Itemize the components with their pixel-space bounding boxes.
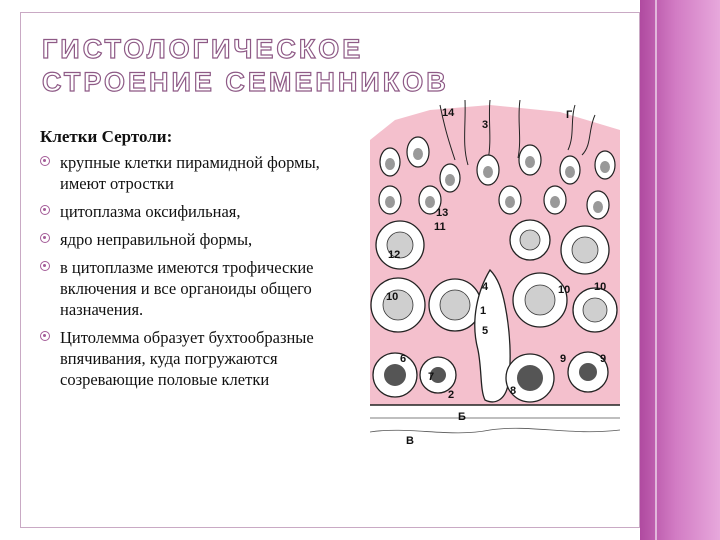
testis-histology-figure [370,100,620,452]
bullet-text: крупные клетки пирамидной формы, имеют отростки [60,153,320,193]
figure-label: 10 [558,284,571,296]
bullet-icon [40,233,50,243]
bullet-text: Цитолемма образует бухтообразные впячивания, куда погружаются созревающие половые клетки [60,328,314,389]
slide-title: ГИСТОЛОГИЧЕСКОЕ СТРОЕНИЕ СЕМЕННИКОВ [42,34,449,97]
bullet-item [40,257,352,320]
bullet-item [40,152,352,194]
figure-label: Г [566,109,573,121]
bullet-text: ядро неправильной формы, [60,230,253,249]
figure-label: 6 [400,353,407,365]
figure-label: 13 [436,207,449,219]
figure-label: 10 [386,291,399,303]
figure-label: 1 [480,305,487,317]
figure-label: 7 [428,371,435,383]
bullet-icon [40,261,50,271]
figure-label: 14 [442,107,455,119]
figure-label: В [406,435,414,447]
bullet-list [40,152,352,397]
figure-label: 11 [434,221,446,233]
figure-label: 5 [482,325,489,337]
bullet-item [40,229,352,250]
decorative-side-band [640,0,720,540]
figure-label: 2 [448,389,455,401]
bullet-item [40,201,352,222]
bullet-icon [40,331,50,341]
figure-label: 9 [560,353,567,365]
bullet-icon [40,205,50,215]
figure-label: 3 [482,119,489,131]
bullet-item [40,327,352,390]
figure-label: 10 [594,281,607,293]
slide-subtitle: Клетки Сертоли: [40,127,173,146]
bullet-text: цитоплазма оксифильная, [60,202,241,221]
bullet-icon [40,156,50,166]
figure-label: 12 [388,249,401,261]
figure-label: 4 [482,281,489,293]
bullet-text: в цитоплазме имеются трофические включения и все органоиды общего назначения. [60,258,314,319]
decorative-side-line [655,0,657,540]
figure-label: 9 [600,353,607,365]
figure-label: 8 [510,385,517,397]
figure-label: Б [458,411,466,423]
